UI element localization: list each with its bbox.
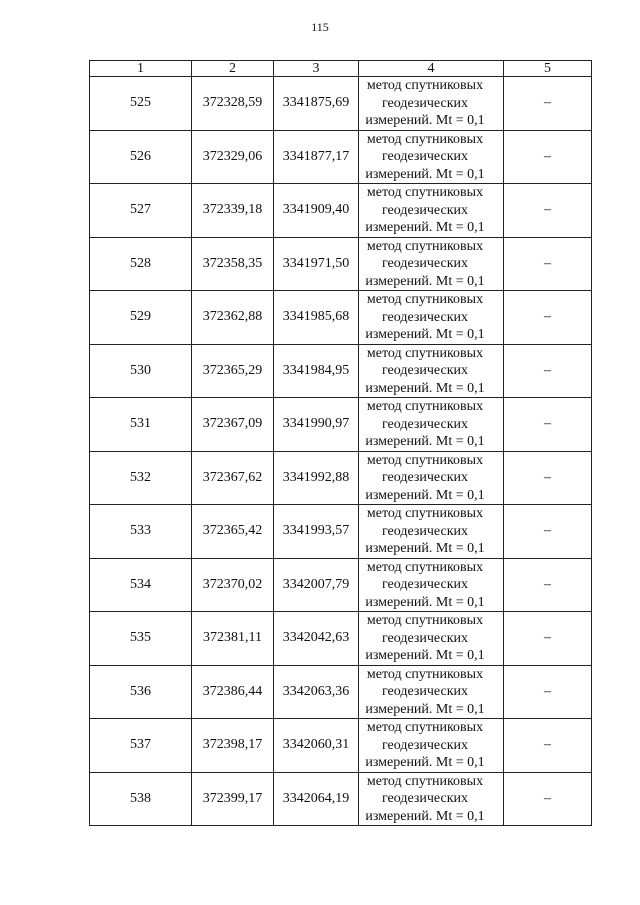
method-line: измерений. Mt = 0,1 bbox=[365, 594, 485, 610]
point-number-cell: 534 bbox=[90, 558, 192, 612]
method-line: геодезических bbox=[381, 256, 468, 271]
method-line: измерений. Mt = 0,1 bbox=[365, 755, 485, 770]
method-cell bbox=[359, 130, 504, 184]
y-coordinate-cell: 3341971,50 bbox=[274, 237, 359, 291]
x-coordinate-cell: 372367,62 bbox=[192, 451, 274, 505]
coordinates-table bbox=[89, 60, 592, 826]
method-line: геодезических bbox=[381, 577, 468, 592]
method-line: измерений. Mt = 0,1 bbox=[365, 327, 485, 342]
note-cell: – bbox=[504, 291, 592, 345]
note-cell: – bbox=[504, 665, 592, 719]
method-line: измерений. Mt = 0,1 bbox=[365, 487, 485, 503]
method-line: метод спутниковых bbox=[366, 773, 484, 789]
method-line: геодезических bbox=[381, 470, 468, 485]
method-cell bbox=[359, 665, 504, 719]
x-coordinate-cell: 372339,18 bbox=[192, 184, 274, 238]
method-line: измерений. Mt = 0,1 bbox=[365, 434, 485, 449]
point-number-cell: 531 bbox=[90, 398, 192, 452]
point-number-cell: 537 bbox=[90, 719, 192, 773]
table-row bbox=[90, 130, 592, 184]
y-coordinate-cell: 3342007,79 bbox=[274, 558, 359, 612]
y-coordinate-cell: 3341984,95 bbox=[274, 344, 359, 398]
method-cell bbox=[359, 558, 504, 612]
method-cell bbox=[359, 184, 504, 238]
table-row bbox=[90, 772, 592, 826]
x-coordinate-cell: 372365,29 bbox=[192, 344, 274, 398]
method-line: геодезических bbox=[381, 630, 468, 646]
method-line: метод спутниковых bbox=[366, 238, 484, 254]
method-line: геодезических bbox=[381, 791, 468, 806]
table-row bbox=[90, 344, 592, 398]
method-line: измерений. Mt = 0,1 bbox=[365, 166, 485, 182]
y-coordinate-cell: 3342064,19 bbox=[274, 772, 359, 826]
x-coordinate-cell: 372328,59 bbox=[192, 77, 274, 131]
method-line: геодезических bbox=[381, 309, 468, 325]
x-coordinate-cell: 372386,44 bbox=[192, 665, 274, 719]
note-cell: – bbox=[504, 344, 592, 398]
note-cell: – bbox=[504, 772, 592, 826]
method-line: геодезических bbox=[381, 737, 468, 753]
method-line: измерений. Mt = 0,1 bbox=[365, 380, 485, 396]
method-line: геодезических bbox=[381, 202, 468, 218]
x-coordinate-cell: 372381,11 bbox=[192, 612, 274, 666]
note-cell: – bbox=[504, 719, 592, 773]
note-cell: – bbox=[504, 130, 592, 184]
y-coordinate-cell: 3341990,97 bbox=[274, 398, 359, 452]
y-coordinate-cell: 3341985,68 bbox=[274, 291, 359, 345]
method-line: измерений. Mt = 0,1 bbox=[365, 701, 485, 717]
table-row bbox=[90, 184, 592, 238]
x-coordinate-cell: 372365,42 bbox=[192, 505, 274, 559]
method-line: метод спутниковых bbox=[366, 720, 484, 735]
method-line: измерений. Mt = 0,1 bbox=[365, 541, 485, 556]
header-col-5: 5 bbox=[504, 61, 592, 77]
header-col-4: 4 bbox=[359, 61, 504, 77]
page-number: 115 bbox=[311, 20, 329, 34]
table-row bbox=[90, 451, 592, 505]
method-line: метод спутниковых bbox=[366, 399, 484, 414]
method-line: метод спутниковых bbox=[366, 185, 484, 200]
method-line: метод спутниковых bbox=[366, 78, 484, 93]
y-coordinate-cell: 3342042,63 bbox=[274, 612, 359, 666]
point-number-cell: 533 bbox=[90, 505, 192, 559]
y-coordinate-cell: 3341875,69 bbox=[274, 77, 359, 131]
y-coordinate-cell: 3342060,31 bbox=[274, 719, 359, 773]
method-line: геодезических bbox=[381, 149, 468, 164]
x-coordinate-cell: 372370,02 bbox=[192, 558, 274, 612]
x-coordinate-cell: 372399,17 bbox=[192, 772, 274, 826]
table-body bbox=[90, 77, 592, 826]
method-line: геодезических bbox=[381, 363, 468, 378]
point-number-cell: 527 bbox=[90, 184, 192, 238]
method-line: метод спутниковых bbox=[366, 666, 484, 682]
x-coordinate-cell: 372367,09 bbox=[192, 398, 274, 452]
table-row bbox=[90, 237, 592, 291]
x-coordinate-cell: 372329,06 bbox=[192, 130, 274, 184]
y-coordinate-cell: 3341909,40 bbox=[274, 184, 359, 238]
method-line: метод спутниковых bbox=[366, 506, 484, 521]
method-line: геодезических bbox=[381, 523, 468, 539]
method-cell bbox=[359, 719, 504, 773]
point-number-cell: 528 bbox=[90, 237, 192, 291]
note-cell: – bbox=[504, 184, 592, 238]
point-number-cell: 529 bbox=[90, 291, 192, 345]
method-cell bbox=[359, 77, 504, 131]
table-row bbox=[90, 398, 592, 452]
point-number-cell: 530 bbox=[90, 344, 192, 398]
table-row bbox=[90, 505, 592, 559]
method-line: измерений. Mt = 0,1 bbox=[365, 220, 485, 235]
table-row bbox=[90, 665, 592, 719]
note-cell: – bbox=[504, 451, 592, 505]
method-line: измерений. Mt = 0,1 bbox=[365, 273, 485, 289]
header-col-2: 2 bbox=[192, 61, 274, 77]
method-cell bbox=[359, 612, 504, 666]
method-line: метод спутниковых bbox=[366, 292, 484, 307]
method-cell bbox=[359, 291, 504, 345]
method-line: измерений. Mt = 0,1 bbox=[365, 113, 485, 128]
method-line: метод спутниковых bbox=[366, 452, 484, 468]
note-cell: – bbox=[504, 398, 592, 452]
method-line: измерений. Mt = 0,1 bbox=[365, 808, 485, 824]
point-number-cell: 526 bbox=[90, 130, 192, 184]
table-row bbox=[90, 558, 592, 612]
method-line: метод спутниковых bbox=[366, 613, 484, 628]
y-coordinate-cell: 3341993,57 bbox=[274, 505, 359, 559]
point-number-cell: 532 bbox=[90, 451, 192, 505]
table-row bbox=[90, 719, 592, 773]
note-cell: – bbox=[504, 237, 592, 291]
method-line: геодезических bbox=[381, 95, 468, 111]
method-line: метод спутниковых bbox=[366, 559, 484, 575]
method-cell bbox=[359, 344, 504, 398]
method-cell bbox=[359, 398, 504, 452]
method-line: метод спутниковых bbox=[366, 131, 484, 147]
header-row bbox=[90, 61, 592, 77]
note-cell: – bbox=[504, 505, 592, 559]
y-coordinate-cell: 3341877,17 bbox=[274, 130, 359, 184]
table-header bbox=[90, 61, 592, 77]
method-cell bbox=[359, 237, 504, 291]
method-line: геодезических bbox=[381, 684, 468, 699]
point-number-cell: 536 bbox=[90, 665, 192, 719]
point-number-cell: 538 bbox=[90, 772, 192, 826]
header-col-3: 3 bbox=[274, 61, 359, 77]
method-line: метод спутниковых bbox=[366, 345, 484, 361]
method-line: геодезических bbox=[381, 416, 468, 432]
point-number-cell: 535 bbox=[90, 612, 192, 666]
note-cell: – bbox=[504, 612, 592, 666]
y-coordinate-cell: 3342063,36 bbox=[274, 665, 359, 719]
x-coordinate-cell: 372362,88 bbox=[192, 291, 274, 345]
point-number-cell: 525 bbox=[90, 77, 192, 131]
x-coordinate-cell: 372398,17 bbox=[192, 719, 274, 773]
method-cell bbox=[359, 772, 504, 826]
table-row bbox=[90, 612, 592, 666]
method-cell bbox=[359, 451, 504, 505]
method-cell bbox=[359, 505, 504, 559]
note-cell: – bbox=[504, 77, 592, 131]
table-row bbox=[90, 77, 592, 131]
note-cell: – bbox=[504, 558, 592, 612]
header-col-1: 1 bbox=[90, 61, 192, 77]
method-line: измерений. Mt = 0,1 bbox=[365, 648, 485, 663]
y-coordinate-cell: 3341992,88 bbox=[274, 451, 359, 505]
table-row bbox=[90, 291, 592, 345]
x-coordinate-cell: 372358,35 bbox=[192, 237, 274, 291]
